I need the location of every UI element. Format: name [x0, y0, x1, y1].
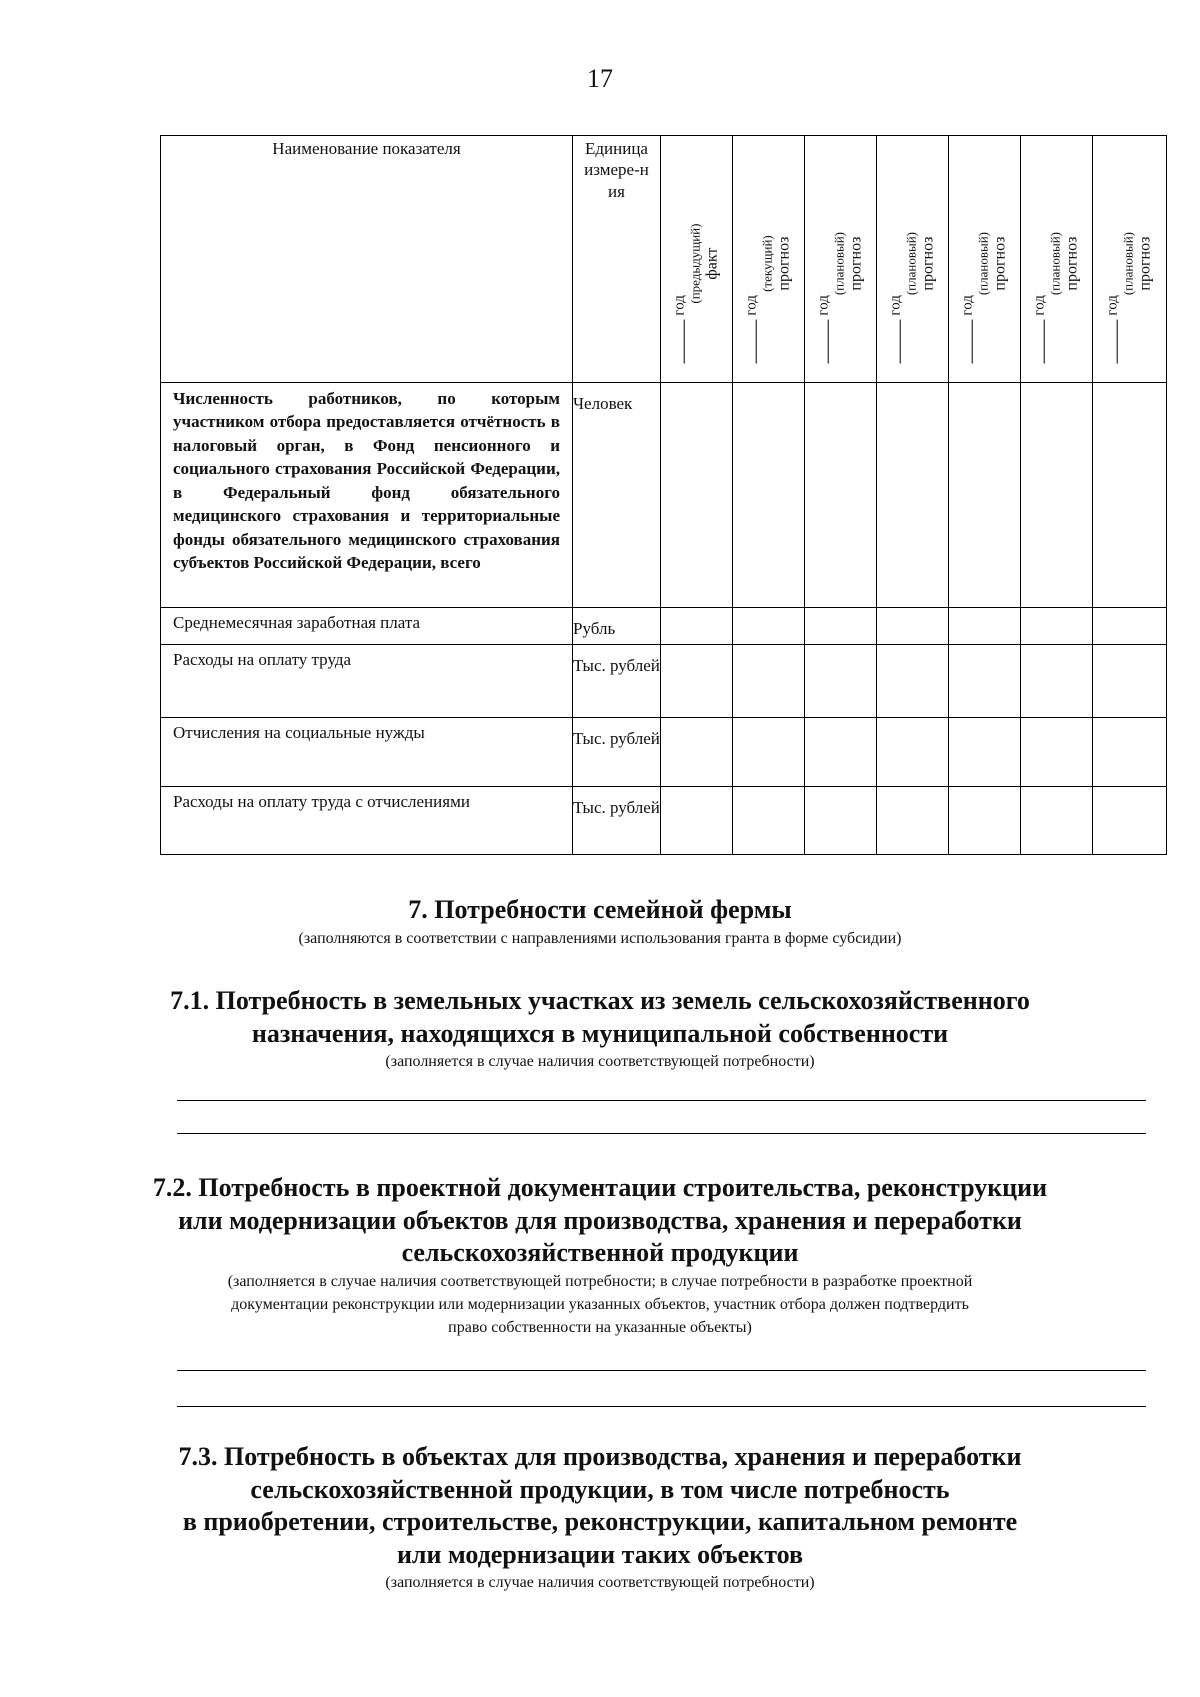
year-sub: (плановый): [975, 232, 991, 296]
section-7-1-note: (заполняется в случае наличия соответствующей потребности): [385, 1053, 815, 1070]
value-cell[interactable]: [805, 786, 877, 854]
year-kind: прогноз: [1136, 237, 1154, 292]
value-cell[interactable]: [1021, 717, 1093, 786]
section-7-3: [0, 1441, 1200, 1594]
value-cell[interactable]: [1021, 644, 1093, 717]
value-cell[interactable]: [1021, 786, 1093, 854]
year-label: год: [815, 295, 832, 316]
table-row: [161, 717, 1167, 786]
year-kind: прогноз: [919, 237, 937, 292]
section-7-1-title-line: назначения, находящихся в муниципальной собственности: [251, 1018, 949, 1048]
value-cell[interactable]: [877, 786, 949, 854]
value-cell[interactable]: [877, 383, 949, 608]
row-unit: Тыс. рублей: [573, 644, 661, 717]
indicators-table: [160, 135, 1167, 855]
year-sub: (плановый): [1120, 232, 1136, 296]
table-row: [161, 608, 1167, 645]
value-cell[interactable]: [1021, 383, 1093, 608]
value-cell[interactable]: [733, 644, 805, 717]
table-row: [161, 786, 1167, 854]
year-sub: (плановый): [903, 232, 919, 296]
section-7-note: (заполняются в соответствии с направлениями использования гранта в форме субсидии): [298, 929, 902, 947]
value-cell[interactable]: [1093, 383, 1167, 608]
value-cell[interactable]: [805, 644, 877, 717]
value-cell[interactable]: [1021, 608, 1093, 645]
section-7-3-title-line: 7.3. Потребность в объектах для производства, хранения и переработки: [178, 1442, 1022, 1471]
table-header-row: [161, 136, 1167, 383]
value-cell[interactable]: [1093, 717, 1167, 786]
section-7-2-note-line: право собственности на указанные объекты): [448, 1318, 752, 1336]
header-indicator-name: Наименование показателя: [161, 136, 573, 383]
section-7-1: [0, 985, 1200, 1073]
value-cell[interactable]: [733, 717, 805, 786]
value-cell[interactable]: [1093, 786, 1167, 854]
row-name: Отчисления на социальные нужды: [161, 717, 573, 786]
section-7-3-note: (заполняется в случае наличия соответствующей потребности): [385, 1574, 815, 1591]
year-label: год: [743, 295, 760, 316]
row-unit: Тыс. рублей: [573, 786, 661, 854]
section-7-2-title-line: или модернизации объектов для производства, хранения и переработки: [178, 1205, 1022, 1235]
value-cell[interactable]: [805, 608, 877, 645]
year-kind: прогноз: [775, 237, 793, 292]
value-cell[interactable]: [805, 717, 877, 786]
row-unit: Рубль: [573, 608, 661, 645]
value-cell[interactable]: [877, 717, 949, 786]
year-col-4: [877, 136, 949, 383]
value-cell[interactable]: [949, 786, 1021, 854]
row-unit: Человек: [573, 383, 661, 608]
section-7-2: [0, 1172, 1200, 1339]
year-col-5: [949, 136, 1021, 383]
row-name: Расходы на оплату труда: [161, 644, 573, 717]
section-7-title: 7. Потребности семейной фермы: [408, 895, 792, 924]
value-cell[interactable]: [733, 786, 805, 854]
section-7-2-note-line: (заполняется в случае наличия соответствующей потребности; в случае потребности в разработке проектной: [227, 1272, 973, 1290]
value-cell[interactable]: [877, 644, 949, 717]
year-label: год: [887, 295, 904, 316]
value-cell[interactable]: [805, 383, 877, 608]
value-cell[interactable]: [661, 786, 733, 854]
year-col-1: [661, 136, 733, 383]
fill-line-7-2b[interactable]: [177, 1406, 1146, 1407]
fill-line-7-1a[interactable]: [177, 1100, 1146, 1101]
header-unit-label: Единица измере-ния: [584, 139, 649, 201]
table-row: [161, 383, 1167, 608]
year-col-7: [1093, 136, 1167, 383]
section-7-2-title-line: 7.2. Потребность в проектной документации строительства, реконструкции: [152, 1173, 1048, 1202]
section-7-3-title-line: сельскохозяйственной продукции, в том числе потребность: [250, 1474, 950, 1504]
year-col-6: [1021, 136, 1093, 383]
fill-line-7-1b[interactable]: [177, 1133, 1146, 1134]
year-kind: факт: [703, 247, 721, 281]
value-cell[interactable]: [661, 644, 733, 717]
year-kind: прогноз: [991, 237, 1009, 292]
year-sub: (текущий): [759, 235, 775, 293]
year-col-2: [733, 136, 805, 383]
year-label: год: [671, 295, 688, 316]
value-cell[interactable]: [949, 644, 1021, 717]
value-cell[interactable]: [949, 717, 1021, 786]
fill-line-7-2a[interactable]: [177, 1370, 1146, 1371]
year-kind: прогноз: [1063, 237, 1081, 292]
value-cell[interactable]: [661, 717, 733, 786]
value-cell[interactable]: [949, 608, 1021, 645]
row-name: Среднемесячная заработная плата: [161, 608, 573, 645]
year-kind: прогноз: [847, 237, 865, 292]
section-7-2-title-line: сельскохозяйственной продукции: [401, 1238, 799, 1267]
section-7: [0, 894, 1200, 950]
row-name: Расходы на оплату труда с отчислениями: [161, 786, 573, 854]
value-cell[interactable]: [733, 608, 805, 645]
year-sub: (плановый): [1047, 232, 1063, 296]
value-cell[interactable]: [1093, 608, 1167, 645]
year-label: год: [1031, 295, 1048, 316]
year-sub: (плановый): [831, 232, 847, 296]
header-unit: [573, 136, 661, 383]
row-unit: Тыс. рублей: [573, 717, 661, 786]
year-sub: (предыдущий): [687, 223, 703, 305]
year-label: год: [959, 295, 976, 316]
section-7-2-note-line: документации реконструкции или модернизации указанных объектов, участник отбора должен подтвердить: [231, 1295, 969, 1313]
section-7-3-title-line: или модернизации таких объектов: [396, 1539, 804, 1569]
section-7-1-title-line: 7.1. Потребность в земельных участках из земель сельскохозяйственного: [170, 986, 1030, 1015]
page-number: 17: [587, 64, 613, 93]
year-col-3: [805, 136, 877, 383]
value-cell[interactable]: [661, 608, 733, 645]
value-cell[interactable]: [733, 383, 805, 608]
value-cell[interactable]: [661, 383, 733, 608]
year-label: год: [1104, 295, 1121, 316]
table-row: [161, 644, 1167, 717]
section-7-3-title-line: в приобретении, строительстве, реконструкции, капитальном ремонте: [182, 1507, 1018, 1536]
row-name: Численность работников, по которым участником отбора предоставляется отчётность в налоговый орган, в Фонд пенсионного и социального страхования Российской Федерации, в Федеральный фонд обязательного медицинского страхования и территориальные фонды обязательного медицинского страхования субъектов Российской Федерации, всего: [161, 383, 573, 608]
value-cell[interactable]: [877, 608, 949, 645]
value-cell[interactable]: [1093, 644, 1167, 717]
value-cell[interactable]: [949, 383, 1021, 608]
